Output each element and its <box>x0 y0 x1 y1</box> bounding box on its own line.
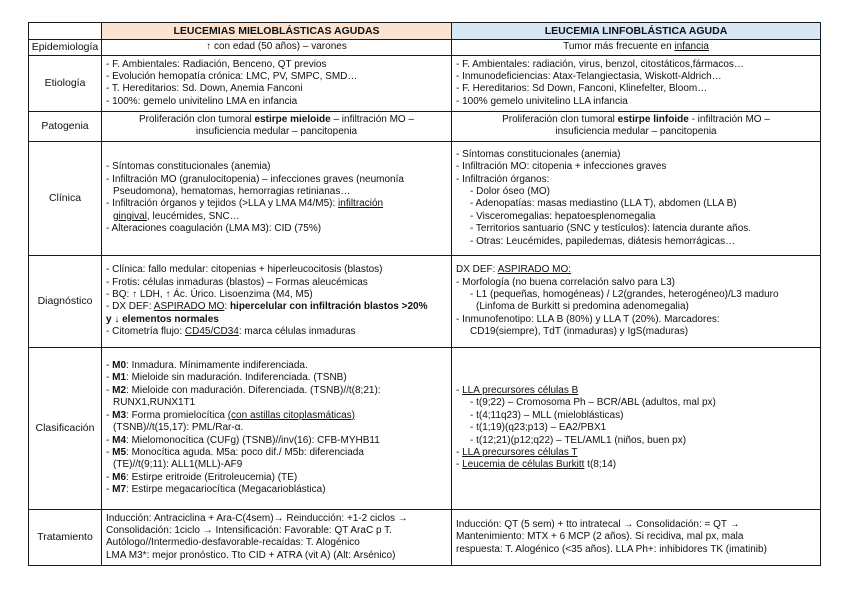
etiologia-linfo <box>452 55 821 111</box>
patogenia-mielo-line1 <box>106 114 447 126</box>
clasificacion-m1 <box>106 372 447 384</box>
clinica-linfo-line: - Síntomas constitucionales (anemia) <box>456 148 621 160</box>
clasificacion-m2 <box>106 385 447 397</box>
clasificacion-subtype: M3 <box>112 409 127 421</box>
clasificacion-lla-line: - t(1;19)(q23;p13) – EA2/PBX1 <box>470 422 607 434</box>
clasificacion-lla-line: - t(4;11q23) – MLL (mieloblásticas) <box>470 409 624 421</box>
clasificacion-text: : Estirpe megacariocítica (Megacarioblástica) <box>126 484 326 496</box>
tratamiento-mielo-line: Inducción: Antraciclina + Ara-C(4sem)→ Reinducción: +1-2 ciclos → <box>106 512 408 524</box>
header-mieloblasticas: LEUCEMIAS MIELOBLÁSTICAS AGUDAS <box>102 23 452 40</box>
row-label-clasificacion: Clasificación <box>29 347 102 509</box>
clinica-linfo-line: - Otras: Leucémides, papiledemas, diátesis hemorrágicas… <box>470 235 736 247</box>
diagnostico-aspirado-underlined: ASPIRADO MO <box>153 301 225 313</box>
patogenia-mielo-line2: insuficiencia medular – pancitopenia <box>195 126 358 138</box>
clasificacion-burkitt-underlined: Leucemia de células Burkitt <box>462 459 585 471</box>
row-epidemiologia <box>29 40 821 55</box>
clasificacion-m2-cont: RUNX1,RUNX1T1 <box>113 397 196 409</box>
patogenia-estirpe-linfoide: estirpe linfoide <box>617 113 689 125</box>
clinica-linfo <box>452 141 821 255</box>
clasificacion-lla-t-underlined: LLA precursores células T <box>462 446 578 458</box>
row-tratamiento <box>29 509 821 565</box>
clasificacion-text: - <box>106 384 113 396</box>
clinica-linfo-line: - Adenopatías: masas mediastino (LLA T), abdomen (LLA B) <box>470 198 737 210</box>
etiologia-mielo-line: - Evolución hemopatía crónica: LMC, PV, SMPC, SMD… <box>106 70 358 82</box>
clasificacion-astillas-underlined: (con astillas citoplasmáticas) <box>227 409 355 421</box>
clasificacion-text: : Inmadura. Mínimamente indiferenciada. <box>126 360 308 372</box>
leukemia-comparison-table <box>28 22 821 566</box>
clinica-mielo-line <box>106 211 447 223</box>
clasificacion-text: : Mieloide sin maduración. Indiferenciada. (TSNB) <box>126 372 347 384</box>
row-label-patogenia: Patogenia <box>29 111 102 141</box>
clasificacion-text: - <box>106 372 113 384</box>
diagnostico-text: DX DEF: <box>456 264 498 276</box>
epidemiologia-linfo-text: Tumor más frecuente en <box>563 41 675 53</box>
clasificacion-m3-cont: (TSNB)//t(15,17): PML/Rar-α. <box>113 422 244 434</box>
patogenia-text: – infiltración MO – <box>330 113 415 125</box>
clinica-linfo-line: - Territorios santuario (SNC y testículos): latencia durante años. <box>470 223 752 235</box>
row-label-epidemiologia: Epidemiología <box>29 40 102 55</box>
clinica-gingival-underlined: gingival <box>113 210 147 222</box>
clasificacion-text: - <box>456 384 463 396</box>
clinica-mielo-line: - Alteraciones coagulación (LMA M3): CID (75%) <box>106 223 322 235</box>
clasificacion-text: : Mielomonocítica (CUFg) (TSNB)//inv(16): CFB-MYHB11 <box>126 434 380 446</box>
clinica-text: , leucémides, SNC… <box>146 210 240 222</box>
clasificacion-lla-b-underlined: LLA precursores células B <box>462 384 579 396</box>
diagnostico-linfo-line: CD19(siempre), TdT (inmaduras) y IgS(maduras) <box>470 326 689 338</box>
clinica-mielo <box>102 141 452 255</box>
tratamiento-mielo-line: LMA M3*: mejor pronóstico. Tto CID + ATRA (vit A) (Alt: Arsénico) <box>106 549 396 561</box>
clasificacion-text: - <box>456 446 463 458</box>
clinica-mielo-line: - Infiltración MO (granulocitopenia) – infecciones graves (neumonía <box>106 173 404 185</box>
etiologia-mielo-line: - 100%: gemelo univitelino LMA en infancia <box>106 95 298 107</box>
header-corner <box>29 23 102 40</box>
clasificacion-text: - <box>106 409 113 421</box>
diagnostico-mielo-line <box>106 314 447 326</box>
diagnostico-cd-underlined: CD45/CD34 <box>184 326 239 338</box>
diagnostico-text: - DX DEF: <box>106 301 154 313</box>
clinica-mielo-line: Pseudomona), hematomas, hemorragias retinianas… <box>113 185 351 197</box>
row-label-tratamiento: Tratamiento <box>29 509 102 565</box>
patogenia-mielo <box>102 111 452 141</box>
clinica-infiltracion-underlined: infiltración <box>338 198 384 210</box>
tratamiento-mielo <box>102 509 452 565</box>
patogenia-estirpe-mieloide: estirpe mieloide <box>254 113 331 125</box>
clasificacion-m0 <box>106 360 447 372</box>
patogenia-linfo-line2: insuficiencia medular – pancitopenia <box>555 126 717 138</box>
row-clinica <box>29 141 821 255</box>
clinica-mielo-line <box>106 198 447 210</box>
diagnostico-mielo-line: - Frotis: células inmaduras (blastos) – Formas aleucémicas <box>106 276 368 288</box>
clasificacion-m5 <box>106 447 447 459</box>
etiologia-mielo-line: - T. Hereditarios: Sd. Down, Anemia Fanconi <box>106 83 303 95</box>
clasificacion-mielo <box>102 347 452 509</box>
diagnostico-text: : <box>224 301 230 313</box>
row-etiologia <box>29 55 821 111</box>
clasificacion-text: - <box>456 459 463 471</box>
clinica-text: - Infiltración órganos y tejidos (>LLA y LMA M4/M5): <box>106 198 339 210</box>
clasificacion-lla-b <box>456 385 816 397</box>
clasificacion-m4 <box>106 435 447 447</box>
tratamiento-linfo-line: Inducción: QT (5 sem) + tto intratecal → Consolidación: = QT → <box>456 518 740 530</box>
clasificacion-subtype: M2 <box>112 384 127 396</box>
clasificacion-text: - <box>106 484 113 496</box>
diagnostico-mielo-line <box>106 326 447 338</box>
diagnostico-linfo-line <box>456 264 816 276</box>
etiologia-linfo-line: - F. Ambientales: radiación, virus, benzol, citostáticos,fármacos… <box>456 58 744 70</box>
diagnostico-mielo <box>102 255 452 347</box>
clasificacion-text: - <box>106 360 113 372</box>
clasificacion-m5-cont: (TE)//t(9;11): ALL1(MLL)-AF9 <box>113 459 243 471</box>
clasificacion-subtype: M4 <box>112 434 127 446</box>
clinica-linfo-line: - Dolor óseo (MO) <box>470 185 551 197</box>
clasificacion-lla-line: - t(9;22) – Cromosoma Ph – BCR/ABL (adultos, mal px) <box>470 397 716 409</box>
clasificacion-linfo <box>452 347 821 509</box>
clasificacion-text: t(8;14) <box>584 459 617 471</box>
patogenia-text: - infiltración MO – <box>688 113 770 125</box>
clasificacion-m6 <box>106 472 447 484</box>
diagnostico-bold-text: y ↓ elementos normales <box>106 313 219 325</box>
etiologia-linfo-line: - Inmunodeficiencias: Atax-Telangiectasia, Wiskott-Aldrich… <box>456 70 722 82</box>
clasificacion-text: : Monocítica aguda. M5a: poco dif./ M5b: diferenciada <box>126 446 364 458</box>
clasificacion-lla-line: - t(12;21)(p12;q22) – TEL/AML1 (niños, buen px) <box>470 434 687 446</box>
epidemiologia-linfo <box>452 40 821 55</box>
diagnostico-text: - Citometría flujo: <box>106 326 185 338</box>
epidemiologia-mielo: ↑ con edad (50 años) – varones <box>102 40 452 55</box>
header-linfoblastica: LEUCEMIA LINFOBLÁSTICA AGUDA <box>452 23 821 40</box>
patogenia-linfo <box>452 111 821 141</box>
epidemiologia-linfo-underlined: infancia <box>674 41 709 53</box>
diagnostico-mielo-line: - BQ: ↑ LDH, ↑ Ác. Úrico. Lisoenzima (M4, M5) <box>106 288 313 300</box>
etiologia-mielo <box>102 55 452 111</box>
tratamiento-linfo-line: Mantenimiento: MTX + 6 MCP (2 años). Si recidiva, mal px, mala <box>456 531 744 543</box>
clasificacion-lla-t <box>456 447 816 459</box>
row-patogenia <box>29 111 821 141</box>
tratamiento-linfo <box>452 509 821 565</box>
row-label-diagnostico: Diagnóstico <box>29 255 102 347</box>
clasificacion-subtype: M5 <box>112 446 127 458</box>
tratamiento-mielo-line: Consolidación: 1ciclo → Intensificación: Favorable: QT AraC p T. <box>106 524 392 536</box>
clasificacion-subtype: M0 <box>112 360 127 372</box>
tratamiento-linfo-line: respuesta: T. Alogénico (<35 años). LLA Ph+: inhibidores TK (imatinib) <box>456 543 767 555</box>
header-row <box>29 23 821 40</box>
clasificacion-text: : Forma promielocítica <box>126 409 228 421</box>
clasificacion-text: - <box>106 446 113 458</box>
clasificacion-subtype: M7 <box>112 484 127 496</box>
diagnostico-mielo-line <box>106 301 447 313</box>
row-label-etiologia: Etiología <box>29 55 102 111</box>
diagnostico-bold-text: hipercelular con infiltración blastos >20% <box>229 301 428 313</box>
row-diagnostico <box>29 255 821 347</box>
patogenia-linfo-line1 <box>456 114 816 126</box>
row-label-clinica: Clínica <box>29 141 102 255</box>
etiologia-linfo-line: - F. Hereditarios: Sd Down, Fanconi, Klinefelter, Bloom… <box>456 83 708 95</box>
clasificacion-subtype: M6 <box>112 471 127 483</box>
etiologia-mielo-line: - F. Ambientales: Radiación, Benceno, QT previos <box>106 58 327 70</box>
etiologia-linfo-line: - 100% gemelo univitelino LLA infancia <box>456 95 628 107</box>
diagnostico-linfo-line: - Morfología (no buena correlación salvo para L3) <box>456 276 676 288</box>
diagnostico-linfo-line: - L1 (pequeñas, homogéneas) / L2(grandes, heterogéneo)/L3 maduro <box>470 288 779 300</box>
clasificacion-text: - <box>106 471 113 483</box>
patogenia-text: Proliferación clon tumoral <box>138 113 255 125</box>
clasificacion-text: : Estirpe eritroide (Eritroleucemia) (TE) <box>126 471 298 483</box>
clasificacion-m3 <box>106 410 447 422</box>
clinica-mielo-line: - Síntomas constitucionales (anemia) <box>106 161 271 173</box>
diagnostico-aspirado-underlined: ASPIRADO MO: <box>497 264 572 276</box>
clasificacion-burkitt <box>456 459 816 471</box>
patogenia-text: Proliferación clon tumoral <box>502 113 618 125</box>
tratamiento-mielo-line: Autólogo//Intermedio-desfavorable-recaídas: T. Alogénico <box>106 537 360 549</box>
row-clasificacion <box>29 347 821 509</box>
clinica-linfo-line: - Visceromegalias: hepatoesplenomegalia <box>470 210 656 222</box>
diagnostico-mielo-line: - Clínica: fallo medular: citopenias + hiperleucocitosis (blastos) <box>106 264 383 276</box>
clasificacion-subtype: M1 <box>112 372 127 384</box>
clasificacion-text: - <box>106 434 113 446</box>
clasificacion-m7 <box>106 484 447 496</box>
clasificacion-text: : Mieloide con maduración. Diferenciada. (TSNB)//t(8;21): <box>126 384 381 396</box>
clinica-linfo-line: - Infiltración MO: citopenia + infecciones graves <box>456 161 667 173</box>
clinica-linfo-line: - Infiltración órganos: <box>456 173 550 185</box>
diagnostico-text: : marca células inmaduras <box>238 326 356 338</box>
diagnostico-linfo-line: (Linfoma de Burkitt si predomina adenomegalia) <box>476 301 689 313</box>
diagnostico-linfo <box>452 255 821 347</box>
diagnostico-linfo-line: - Inmunofenotipo: LLA B (80%) y LLA T (20%). Marcadores: <box>456 313 720 325</box>
